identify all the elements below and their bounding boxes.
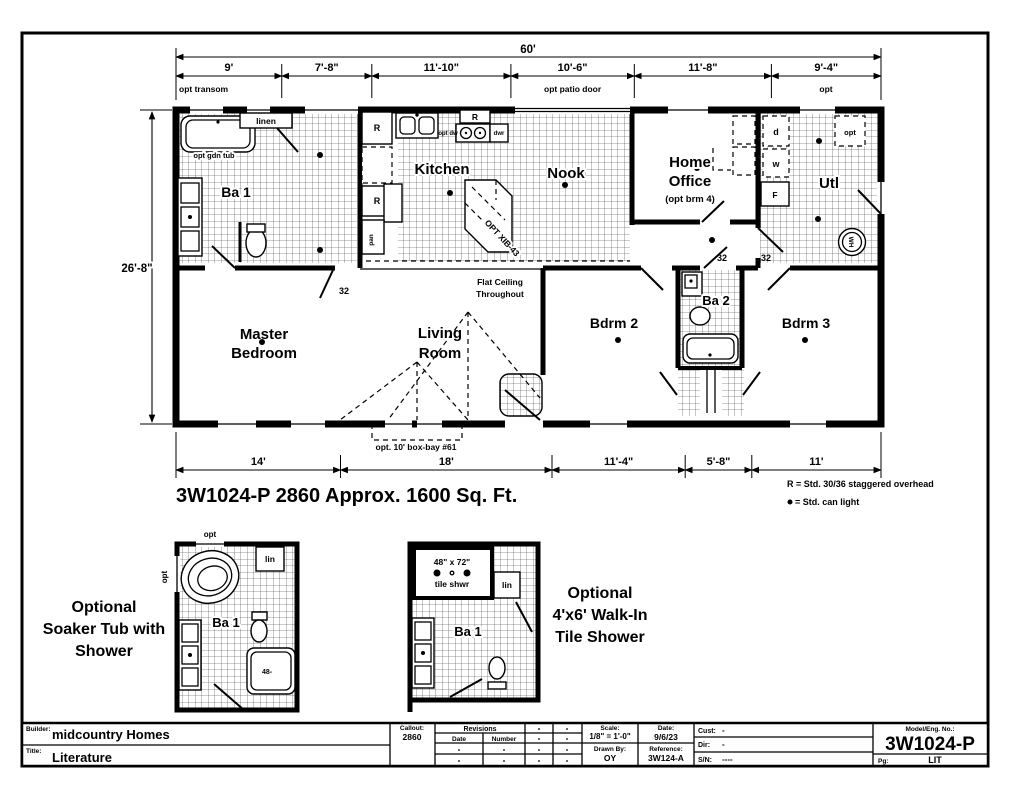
builder-value: midcountry Homes bbox=[52, 727, 170, 742]
legend bbox=[787, 479, 934, 507]
soaker-shower-size: 48- bbox=[262, 669, 273, 676]
office-furniture bbox=[713, 116, 755, 175]
pg-label: Pg: bbox=[878, 758, 889, 765]
master-label-1: Master bbox=[239, 326, 289, 343]
callout-value: 2860 bbox=[402, 732, 422, 742]
home-office-label-2: Office bbox=[668, 173, 712, 190]
soaker-opt-side: opt bbox=[160, 570, 169, 584]
pantry-label: pan bbox=[368, 234, 375, 246]
dim-top-1: 7'-8" bbox=[314, 62, 339, 74]
door-size-ba2: 32 bbox=[716, 253, 728, 263]
soaker-lin-label: lin bbox=[265, 554, 275, 564]
date-label: Date: bbox=[657, 725, 675, 732]
shower-title-3: Tile Shower bbox=[555, 629, 645, 646]
flat-ceiling-2: Throughout bbox=[476, 289, 524, 299]
dim-bottom-2: 11'-4" bbox=[603, 456, 634, 468]
legend-can-light-note: = Std. can light bbox=[795, 497, 860, 507]
dim-bottom-0: 14' bbox=[250, 456, 266, 468]
home-office-label-3: (opt brm 4) bbox=[665, 194, 715, 205]
can-light-legend-icon bbox=[788, 500, 793, 505]
title-block bbox=[22, 723, 988, 766]
model-label: Model/Eng. No.: bbox=[905, 726, 955, 733]
note-opt-transom: opt transom bbox=[179, 84, 229, 94]
living-label-2: Room bbox=[418, 345, 462, 362]
drawn-by-value: OY bbox=[603, 753, 617, 763]
dim-bottom-4: 11' bbox=[809, 456, 824, 468]
kitchen-label: Kitchen bbox=[414, 161, 470, 178]
drawn-by-label: Drawn By: bbox=[593, 746, 627, 753]
soaker-room-label: Ba 1 bbox=[212, 615, 240, 630]
overhead-r-2: R bbox=[373, 196, 381, 206]
opt-cabinet-label: opt bbox=[844, 128, 856, 137]
dimension-bottom bbox=[176, 432, 881, 478]
dimension-top bbox=[176, 44, 881, 100]
pg-value: LIT bbox=[928, 755, 942, 765]
note-opt-patio-door: opt patio door bbox=[544, 84, 602, 94]
box-bay-label: opt. 10' box-bay #61 bbox=[375, 442, 457, 452]
soaker-title-3: Shower bbox=[75, 643, 133, 660]
reference-label: Reference: bbox=[649, 746, 683, 753]
washer-label: w bbox=[772, 159, 780, 169]
reference-value: 3W124-A bbox=[648, 753, 684, 763]
scale-value: 1/8" = 1'-0" bbox=[589, 732, 631, 741]
callout-label: Callout: bbox=[399, 725, 425, 732]
door-size-bdrm3: 32 bbox=[760, 253, 772, 263]
freezer-label: F bbox=[772, 190, 778, 200]
dim-top-0: 9' bbox=[224, 62, 234, 74]
bdrm2-label: Bdrm 2 bbox=[589, 315, 639, 331]
shower-title-2: 4'x6' Walk-In bbox=[552, 607, 648, 624]
shower-size-2: tile shwr bbox=[434, 579, 470, 589]
dir-value: - bbox=[722, 740, 725, 749]
sn-value: ---- bbox=[722, 755, 733, 764]
dim-total: 60' bbox=[520, 44, 536, 56]
living-label-1: Living bbox=[417, 325, 463, 342]
note-opt: opt bbox=[819, 84, 833, 94]
dimension-left bbox=[121, 110, 172, 424]
overhead-r-1: R bbox=[373, 123, 381, 133]
island-label: OPT XIB-43 bbox=[482, 217, 522, 259]
opt-dw-label: opt dw bbox=[438, 131, 458, 137]
dryer-label: d bbox=[773, 127, 779, 137]
shower-size-1: 48" x 72" bbox=[433, 557, 471, 567]
dim-bottom-1: 18' bbox=[438, 456, 454, 468]
shower-title-1: Optional bbox=[567, 585, 633, 602]
date-value: 9/6/23 bbox=[654, 732, 678, 742]
detail-tile-shower bbox=[410, 544, 648, 712]
dim-bottom-3: 5'-8" bbox=[706, 456, 731, 468]
dim-top-5: 9'-4" bbox=[814, 62, 839, 74]
opt-gdn-tub-label: opt gdn tub bbox=[193, 151, 235, 160]
sn-label: S/N: bbox=[698, 757, 712, 764]
revisions-number-col: Number bbox=[491, 736, 517, 743]
linen-label: linen bbox=[256, 116, 276, 126]
nook-label: Nook bbox=[547, 165, 585, 182]
home-office-label-1: Home bbox=[669, 154, 711, 171]
detail-soaker-tub bbox=[43, 530, 297, 710]
dim-top-2: 11'-10" bbox=[423, 62, 459, 74]
sheet-title-value: Literature bbox=[52, 750, 112, 765]
builder-label: Builder: bbox=[26, 726, 51, 733]
dir-label: Dir: bbox=[698, 742, 711, 749]
dwr-label: dwr bbox=[493, 131, 505, 137]
revisions-date-col: Date bbox=[451, 736, 467, 743]
cust-label: Cust: bbox=[698, 728, 716, 735]
dim-top-4: 11'-8" bbox=[688, 62, 718, 74]
legend-overhead-note: R = Std. 30/36 staggered overhead bbox=[787, 479, 934, 489]
revisions-label: Revisions bbox=[463, 726, 497, 733]
soaker-title-1: Optional bbox=[71, 599, 137, 616]
scale-label: Scale: bbox=[600, 725, 620, 732]
cust-value: - bbox=[722, 726, 725, 735]
ba2-label: Ba 2 bbox=[702, 293, 730, 308]
soaker-title-2: Soaker Tub with bbox=[42, 621, 166, 638]
bdrm3-label: Bdrm 3 bbox=[781, 315, 831, 331]
dim-top-3: 10'-6" bbox=[557, 62, 588, 74]
water-heater-label: WH bbox=[847, 236, 854, 248]
ba1-label: Ba 1 bbox=[221, 184, 251, 200]
flat-ceiling-1: Flat Ceiling bbox=[477, 277, 523, 287]
dim-left-height: 26'-8" bbox=[121, 263, 153, 275]
door-size-master: 32 bbox=[338, 286, 350, 296]
soaker-opt-top: opt bbox=[203, 530, 217, 539]
plan-title: 3W1024-P 2860 Approx. 1600 Sq. Ft. bbox=[176, 485, 518, 507]
sheet-title-label: Title: bbox=[26, 748, 42, 755]
shower-room-label: Ba 1 bbox=[454, 624, 482, 639]
master-label-2: Bedroom bbox=[231, 345, 297, 362]
overhead-r-3: R bbox=[471, 112, 479, 122]
shower-lin-label: lin bbox=[502, 580, 512, 590]
model-value: 3W1024-P bbox=[885, 734, 975, 755]
utility-label: Utl bbox=[819, 175, 839, 192]
